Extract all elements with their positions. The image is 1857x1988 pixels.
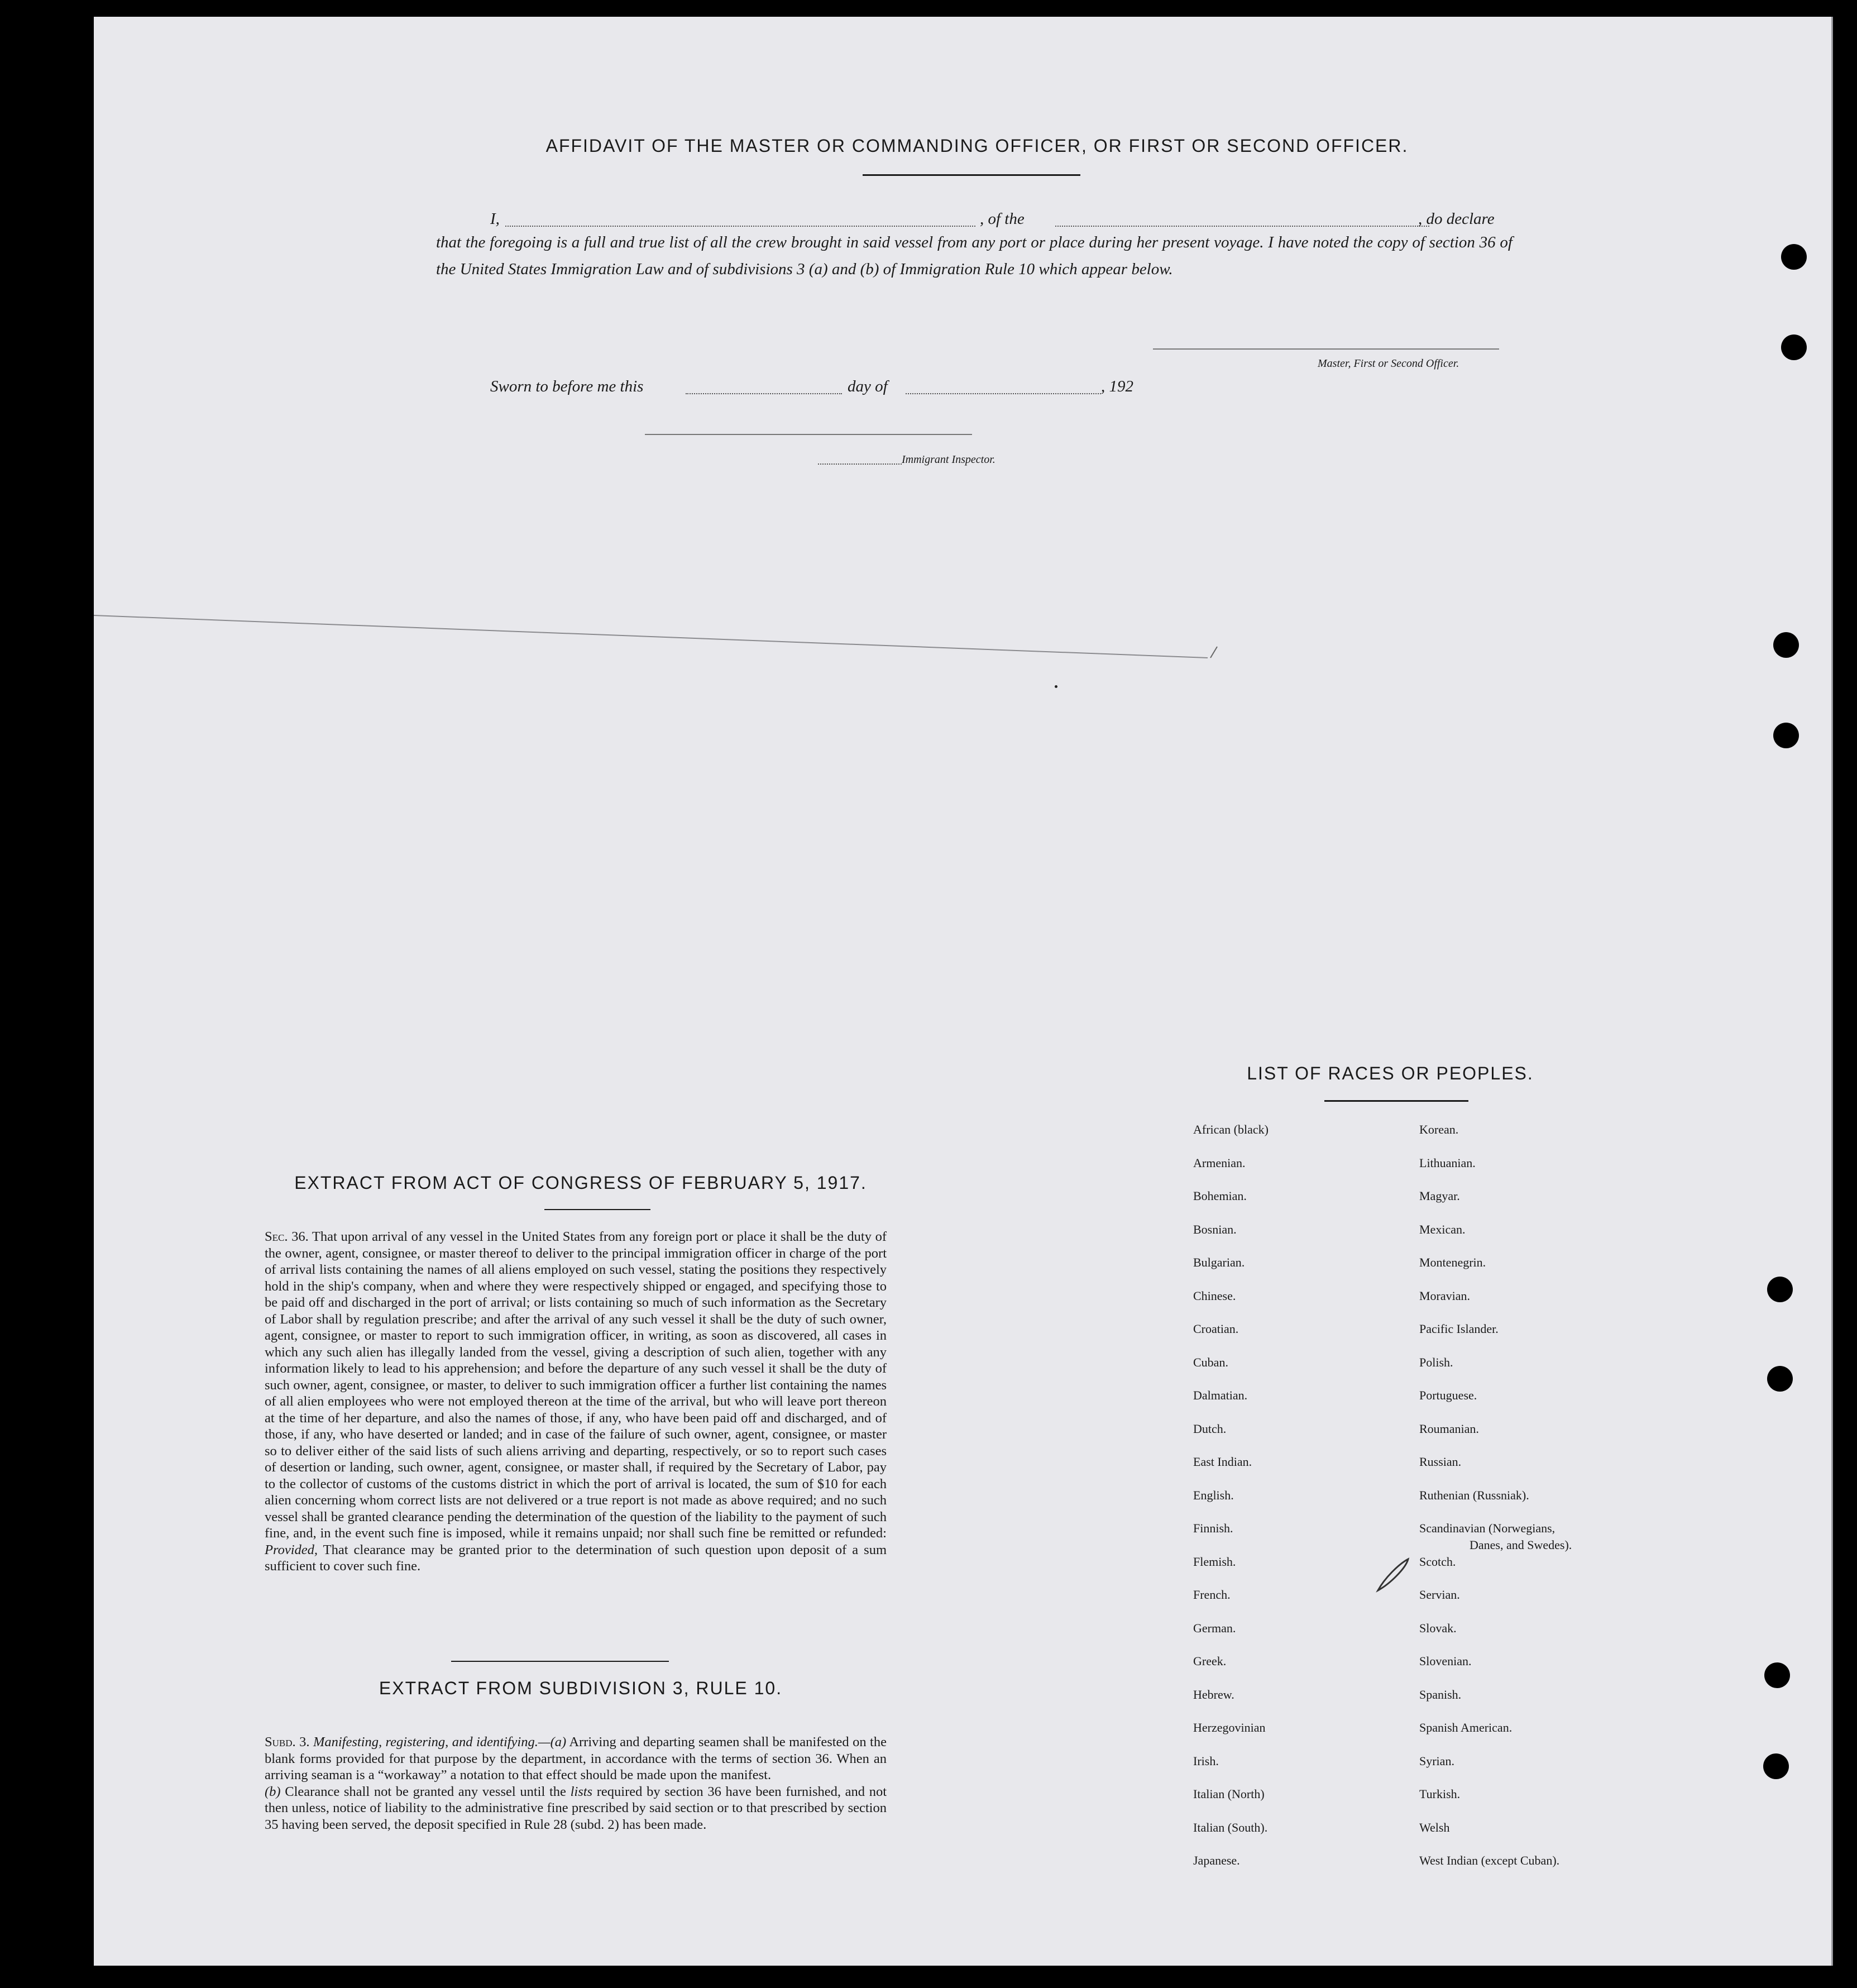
sworn-year: , 192 (1101, 377, 1133, 395)
race-item: Croatian. (1193, 1322, 1239, 1336)
affidavit-title-rule (863, 174, 1080, 176)
race-item: French. (1193, 1588, 1231, 1602)
signature-line[interactable] (1153, 348, 1499, 350)
subd-b-text-end: required by section 36 have been furnished, and not then unless, notice of liability to the administrative fine prescribed by said section or to that prescribed by section 35 having been served, the deposit specified in Rule 28 (subd. 2) has been made. (265, 1784, 887, 1832)
affidavit-title: AFFIDAVIT OF THE MASTER OR COMMANDING OFFICER, OR FIRST OR SECOND OFFICER. (545, 136, 1409, 156)
rule10-title: EXTRACT FROM SUBDIVISION 3, RULE 10. (379, 1678, 783, 1698)
inspector-signature-line[interactable] (645, 434, 972, 435)
race-item: Pacific Islander. (1419, 1322, 1499, 1336)
race-item: Korean. (1419, 1122, 1459, 1136)
race-item-continuation: Danes, and Swedes). (1470, 1538, 1572, 1552)
sworn-day-field[interactable] (686, 393, 842, 394)
races-title-rule (1324, 1100, 1468, 1102)
race-item: Flemish. (1193, 1554, 1236, 1569)
race-item: Mexican. (1419, 1222, 1466, 1236)
race-item: Spanish American. (1419, 1721, 1513, 1734)
race-item: Turkish. (1419, 1787, 1461, 1801)
race-item: Dalmatian. (1193, 1388, 1248, 1402)
binder-hole-icon (1764, 1662, 1790, 1688)
race-item: Chinese. (1193, 1288, 1236, 1303)
race-item: Italian (South). (1193, 1820, 1268, 1834)
race-item: Ruthenian (Russniak). (1419, 1488, 1529, 1502)
binder-hole-icon (1781, 334, 1807, 360)
race-item: Magyar. (1419, 1189, 1460, 1203)
race-item: Finnish. (1193, 1521, 1233, 1535)
binder-hole-icon (1763, 1753, 1789, 1779)
subd-b-text: Clearance shall not be granted any vessel until the (285, 1784, 566, 1799)
section-36-text (231, 1229, 887, 1575)
subd-text: Arriving and departing seamen shall be manifested on the blank forms provided for that purpose by the department, in accordance with the terms of section 36. When an arriving seaman is a “workaway” a notation to that effect should be made upon the manifest. (265, 1734, 887, 1782)
stray-dot (1055, 685, 1057, 688)
sworn-month-field[interactable] (906, 393, 1101, 394)
race-item: Servian. (1419, 1588, 1460, 1602)
affidavit-declaration: that the foregoing is a full and true list of all the crew brought in said vessel from any port or place during her present voyage. I have noted the copy of section 36 of the United States Immigration Law and of subdivisions 3 (a) and (b) of Immigration Rule 10 which appear below. (436, 233, 1513, 278)
vessel-name-field[interactable] (1055, 226, 1429, 227)
sworn-prefix: Sworn to before me this (490, 377, 644, 395)
race-item: Scandinavian (Norwegians, (1419, 1521, 1556, 1535)
race-item: Montenegrin. (1419, 1255, 1486, 1269)
race-item: West Indian (except Cuban). (1419, 1853, 1560, 1867)
race-item: Irish. (1193, 1753, 1219, 1768)
race-item: Armenian. (1193, 1155, 1246, 1170)
race-item: Cuban. (1193, 1355, 1228, 1369)
race-item: Moravian. (1419, 1288, 1471, 1303)
inspector-caption: Immigrant Inspector. (902, 453, 995, 466)
subd-b-lists: lists (570, 1784, 593, 1799)
congress-title-rule (544, 1209, 650, 1210)
race-item: Portuguese. (1419, 1388, 1477, 1402)
binder-hole-icon (1767, 1277, 1793, 1302)
declarant-name-field[interactable] (505, 226, 975, 227)
binder-hole-icon (1781, 244, 1807, 270)
race-item: Hebrew. (1193, 1687, 1234, 1702)
race-item: Bulgarian. (1193, 1255, 1245, 1269)
section-divider (451, 1661, 669, 1662)
race-item: Japanese. (1193, 1853, 1240, 1867)
subd-label: Subd. 3. (265, 1734, 310, 1750)
race-item: Syrian. (1419, 1753, 1454, 1768)
race-item: Welsh (1419, 1820, 1450, 1834)
sworn-day-of: day of (848, 377, 888, 395)
inspector-dots (818, 463, 902, 465)
race-item: Russian. (1419, 1455, 1462, 1469)
race-item: Bohemian. (1193, 1189, 1247, 1203)
sheet-edge (1831, 17, 1833, 1966)
section-label: Sec. 36. (265, 1229, 309, 1244)
race-item: German. (1193, 1621, 1236, 1635)
vessel-prefix: , of the (980, 210, 1025, 228)
subd-heading: Manifesting, registering, and identifying.—(a) (313, 1734, 567, 1750)
race-item: English. (1193, 1488, 1234, 1502)
race-item: Slovak. (1419, 1621, 1457, 1635)
race-item: Bosnian. (1193, 1222, 1237, 1236)
subd-b-label: (b) (265, 1784, 281, 1799)
section-36-body-end: That clearance may be granted prior to the determination of such question upon deposit of a sum sufficient to cover such fine. (265, 1542, 887, 1574)
stray-ink-mark (1373, 1556, 1413, 1595)
section-36-body: That upon arrival of any vessel in the United States from any foreign port or place it shall be the duty of the owner, agent, consignee, or master thereof to deliver to the principal immigration officer in charge of the port of arrival lists containing the names of all aliens employed on such vessel, stating the positions they respectively hold in the ship's company, when and where they were respectively shipped or engaged, and specifying those to be paid off and discharged in the port of arrival; or lists containing so much of such information as the Secretary of Labor shall by regulation prescribe; and after the arrival of any such vessel it shall be the duty of such owner, agent, consignee, or master to report to such immigration officer, in writing, as soon as discovered, all cases in which any such alien has illegally landed from the vessel, giving a description of such alien, together with any information likely to lead to his apprehension; and before the departure of any such vessel it shall be the duty of such owner, agent, consignee, or master, to deliver to such immigration officer a further list containing the names of all alien employees who were not employed thereon at the time of the arrival, but who will leave port thereon at the time of her departure, and also the names of those, if any, who have been paid off and discharged, and of those, if any, who have deserted or landed; and in case of the failure of such owner, agent, consignee, or master so to deliver either of the said lists of such aliens arriving and departing, respectively, or so to report such cases of desertion or landing, such owner, agent, consignee, or master shall, if required by the Secretary of Labor, pay to the collector of customs of the customs district in which the port of arrival is located, the sum of $10 for each alien concerning whom correct lists are not delivered or a true report is not made as above required; and no such vessel shall be granted clearance pending the determination of the question of the liability to the payment of such fine, and, in the event such fine is imposed, while it remains unpaid; nor shall such fine be remitted or refunded: (265, 1229, 887, 1541)
race-item: African (black) (1193, 1122, 1269, 1136)
race-item: Spanish. (1419, 1687, 1462, 1702)
race-item: Lithuanian. (1419, 1155, 1476, 1170)
race-item: Roumanian. (1419, 1421, 1479, 1436)
declarant-prefix: I, (490, 210, 500, 228)
race-item: Dutch. (1193, 1421, 1227, 1436)
binder-hole-icon (1773, 632, 1799, 658)
races-left-column (1193, 1122, 1269, 1887)
race-item: Greek. (1193, 1654, 1227, 1668)
congress-title: EXTRACT FROM ACT OF CONGRESS OF FEBRUARY 5, 1917. (294, 1173, 867, 1193)
signature-caption: Master, First or Second Officer. (1318, 357, 1459, 370)
race-item: Scotch. (1419, 1554, 1456, 1569)
section-36-provided: Provided, (265, 1542, 318, 1557)
race-item: East Indian. (1193, 1455, 1252, 1469)
binder-hole-icon (1773, 723, 1799, 748)
stray-pencil-line (94, 609, 1233, 665)
races-title: LIST OF RACES OR PEOPLES. (1247, 1063, 1534, 1083)
declare-suffix: , do declare (1418, 210, 1495, 228)
rule10-text (231, 1734, 887, 1833)
race-item: Italian (North) (1193, 1787, 1265, 1801)
race-item: Slovenian. (1419, 1654, 1472, 1668)
race-item: Polish. (1419, 1355, 1453, 1369)
binder-hole-icon (1767, 1366, 1793, 1392)
races-right-column (1419, 1122, 1572, 1887)
race-item: Herzegovinian (1193, 1721, 1266, 1734)
